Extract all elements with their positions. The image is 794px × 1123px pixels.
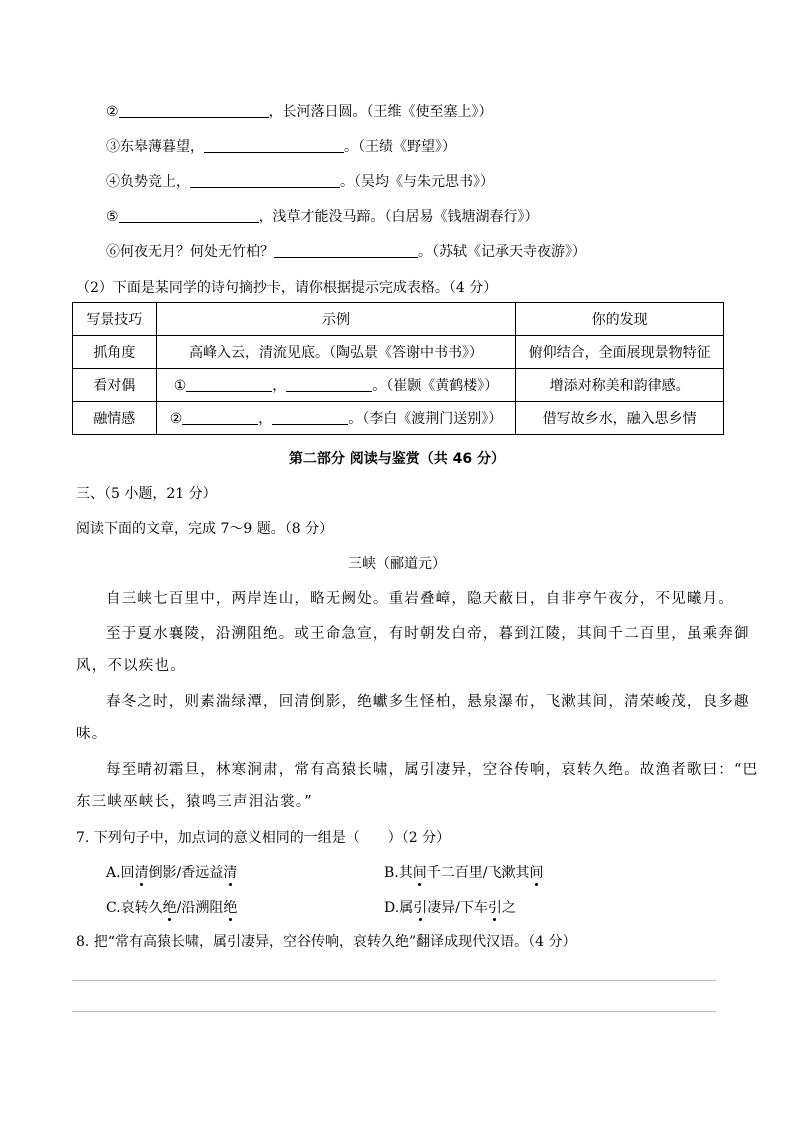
answer-line[interactable]	[72, 1011, 716, 1012]
passage-paragraph-4-cont: 东三峡巫峡长，猿鸣三声泪沾裳。”	[76, 794, 313, 810]
header-skill: 写景技巧	[73, 303, 157, 336]
passage-paragraph-1: 自三峡七百里中，两岸连山，略无阙处。重岩叠嶂，隐天蔽日，自非亭午夜分，不见曦月。	[106, 591, 734, 607]
answer-blank[interactable]	[119, 207, 259, 223]
poem-line-3: ③东皋薄暮望， 。（王绩《野望》）	[106, 139, 456, 155]
answer-blank[interactable]	[182, 409, 258, 425]
answer-blank[interactable]	[190, 172, 340, 188]
answer-blank[interactable]	[186, 376, 272, 392]
part2-title: 第二部分 阅读与鉴赏（共 46 分）	[288, 451, 506, 467]
poem-line-6: ⑥何夜无月？何处无竹柏？ 。（苏轼《记承天寺夜游》）	[106, 244, 586, 260]
passage-paragraph-4: 每至晴初霜旦，林寒涧肃，常有高猿长啸，属引凄异，空谷传响，哀转久绝。故渔者歌曰：“巴	[106, 762, 759, 778]
q7-stem: 7. 下列句子中，加点词的意义相同的一组是（ ）（2 分）	[76, 830, 451, 846]
q8-stem: 8. 把“常有高猿长啸，属引凄异，空谷传响，哀转久绝”翻译成现代汉语。（4 分）	[76, 934, 577, 950]
q7-option-d[interactable]: D.属引凄异/下车引之	[384, 900, 516, 916]
passage-paragraph-3: 春冬之时，则素湍绿潭，回清倒影，绝巘多生怪柏，悬泉瀑布，飞漱其间，清荣峻茂，良多趣	[106, 694, 750, 710]
table-header-row	[73, 303, 724, 336]
table-row: 抓角度 高峰入云，清流见底。（陶弘景《答谢中书书》） 俯仰结合，全面展现景物特征	[73, 336, 724, 369]
passage-paragraph-3-cont: 味。	[76, 726, 108, 742]
passage-paragraph-2: 至于夏水襄陵，沿溯阻绝。或王命急宣，有时朝发白帝，暮到江陵，其间千二百里，虽乘奔御	[106, 626, 750, 642]
header-example: 示例	[156, 303, 516, 336]
answer-blank[interactable]	[286, 376, 372, 392]
answer-blank[interactable]	[204, 137, 344, 153]
section-3-heading: 三、（5 小题，21 分）	[76, 486, 217, 502]
passage-title: 三峡（郦道元）	[348, 556, 446, 572]
poem-line-4: ④负势竞上， 。（吴均《与朱元思书》）	[106, 174, 494, 190]
header-finding: 你的发现	[516, 303, 724, 336]
answer-blank[interactable]	[119, 102, 269, 118]
reading-prompt: 阅读下面的文章，完成 7～9 题。（8 分）	[76, 521, 334, 537]
q2-prompt: （2）下面是某同学的诗句摘抄卡，请你根据提示完成表格。（4 分）	[76, 280, 498, 296]
answer-line[interactable]	[72, 980, 716, 981]
poem-line-5: ⑤ ，浅草才能没马蹄。（白居易《钱塘湖春行》）	[106, 209, 539, 225]
answer-blank[interactable]	[274, 242, 418, 258]
q7-option-c[interactable]: C.哀转久绝/沿溯阻绝	[106, 900, 238, 916]
answer-blank[interactable]	[272, 409, 348, 425]
passage-paragraph-2-cont: 风，不以疾也。	[76, 658, 186, 674]
q7-option-b[interactable]: B.其间千二百里/飞漱其间	[384, 865, 544, 881]
poem-line-2: ② ，长河落日圆。（王维《使至塞上》）	[106, 104, 493, 120]
q7-option-a[interactable]: A.回清倒影/香远益清	[106, 865, 238, 881]
poem-card-table	[72, 302, 724, 435]
table-row: 融情感 ② ， 。（李白《渡荆门送别》） 借写故乡水，融入思乡情	[73, 402, 724, 435]
table-row: 看对偶 ① ， 。（崔颢《黄鹤楼》） 增添对称美和韵律感。	[73, 369, 724, 402]
